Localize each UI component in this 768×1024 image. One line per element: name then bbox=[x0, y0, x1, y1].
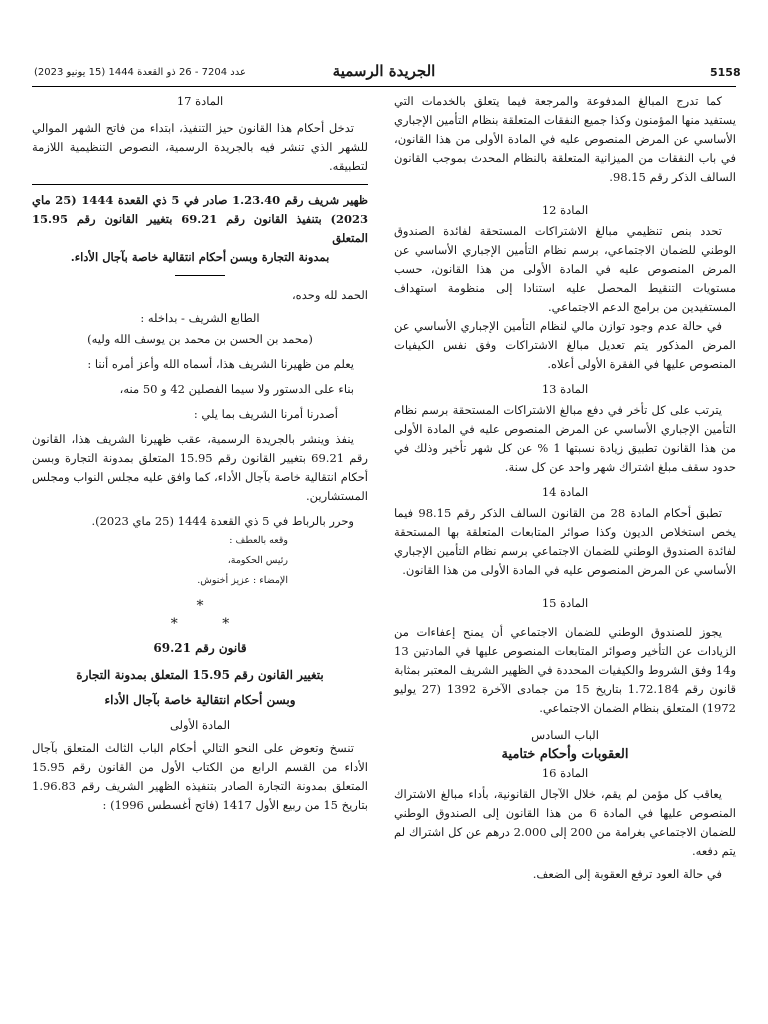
article-15-title: المادة 15 bbox=[541, 596, 589, 610]
paragraph: يعلم من ظهيرنا الشريف هذا، أسماه الله وأعز أمره أننا : bbox=[87, 357, 354, 371]
greeting: الحمد لله وحده، bbox=[291, 288, 368, 302]
section-divider bbox=[32, 184, 368, 185]
signature-block bbox=[32, 531, 368, 591]
paragraph: تحدد بنص تنظيمي مبالغ الاشتراكات المستحقة لفائدة الصندوق الوطني للضمان الاجتماعي، برسم نظام التأمين الإجباري الأساسي عن المرض المنصوص عليه في المادة الأولى من هذا القانون، حسب مستويات التنقيط المحصل عليه استنادا إلى منظومة استهداف المستفيدين من برامج الدعم الاجتماعي. bbox=[394, 224, 736, 314]
article-13-title: المادة 13 bbox=[541, 382, 589, 396]
left-column bbox=[32, 92, 368, 815]
chapter-label: الباب السادس bbox=[531, 728, 599, 742]
separator-stars: * * * bbox=[170, 598, 230, 632]
page-number: 5158 bbox=[710, 66, 741, 79]
paragraph: وحرر بالرباط في 5 ذي القعدة 1444 (25 ماي 2023). bbox=[91, 514, 354, 528]
paragraph: ينفذ وينشر بالجريدة الرسمية، عقب ظهيرنا الشريف هذا، القانون رقم 69.21 بتغيير القانون رقم 15.95 المتعلق بمدونة التجارة وبسن أحكام انتقالية خاصة بآجال الأداء، كما وافق عليه مجلس النواب ومجلس المستشارين. bbox=[32, 432, 368, 503]
paragraph: تطبق أحكام المادة 28 من القانون السالف الذكر رقم 98.15 فيما يخص استخلاص الديون وكذا صوائر المتابعات المتعلقة بها المستحقة لفائدة الصندوق الوطني للضمان الاجتماعي برسم نظام التأمين الإجباري الأساسي عن المرض المنصوص عليه في المادة الأولى من هذا القانون. bbox=[394, 506, 736, 577]
article-17-title: المادة 17 bbox=[176, 94, 224, 108]
law-number: قانون رقم 69.21 bbox=[153, 641, 247, 655]
article-12-title: المادة 12 bbox=[541, 203, 589, 217]
law-title-line1: بتغيير القانون رقم 15.95 المتعلق بمدونة التجارة bbox=[76, 668, 324, 682]
paragraph: بناء على الدستور ولا سيما الفصلين 42 و 50 منه، bbox=[119, 382, 354, 396]
signature-name: الإمضاء : عزيز أخنوش. bbox=[197, 575, 288, 586]
paragraph: يجوز للصندوق الوطني للضمان الاجتماعي أن يمنح إعفاءات من الزيادات عن التأخير وصوائر المتابعات المنصوص عليها في المادتين 13 و14 وفق الشروط والكيفيات المحددة في الظهير الشريف المعتبر بمثابة قانون رقم 1.72.184 بتاريخ 15 من جمادى الآخرة 1392 (27 يوليو 1972) المتعلق بنظام الضمان الاجتماعي. bbox=[394, 625, 736, 715]
paragraph: في حالة العود ترفع العقوبة إلى الضعف. bbox=[532, 867, 722, 881]
royal-seal-name: (محمد بن الحسن بن محمد بن يوسف الله وليه) bbox=[87, 332, 313, 346]
page-header bbox=[32, 62, 741, 87]
paragraph: تنسخ وتعوض على النحو التالي أحكام الباب الثالث المتعلق بآجال الأداء من القسم الرابع من الكتاب الأول من القانون رقم 15.95 المتعلق بمدونة التجارة الصادر بتنفيذه الظهير الشريف رقم 1.96.83 بتاريخ 15 من ربيع الأول 1417 (فاتح أغسطس 1996) : bbox=[32, 741, 368, 812]
issue-info: عدد 7204 - 26 ذو القعدة 1444 (15 يونيو 2023) bbox=[34, 67, 246, 78]
journal-title: الجريدة الرسمية bbox=[332, 62, 436, 80]
article-16-title: المادة 16 bbox=[541, 766, 589, 780]
paragraph: يعاقب كل مؤمن لم يقم، خلال الآجال القانونية، بأداء مبالغ الاشتراك المنصوص عليها في المادة 6 من هذا القانون إلى الصندوق الوطني للضمان الاجتماعي بغرامة من 200 إلى 2.000 درهم عن كل اشتراك لم يتم دفعه. bbox=[394, 787, 736, 858]
dahir-heading: ظهير شريف رقم 1.23.40 صادر في 5 ذي القعدة 1444 (25 ماي 2023) بتنفيذ القانون رقم 69.21 بتغيير القانون رقم 15.95 المتعلق bbox=[32, 193, 369, 245]
paragraph: يترتب على كل تأخر في دفع مبالغ الاشتراكات المستحقة برسم نظام التأمين الإجباري الأساسي عن المرض المنصوص عليه في المادة الأولى من هذا القانون تطبيق زيادة نسبتها 1 % عن كل شهر تأخير وذلك في حدود سقف مبلغ اشتراك شهر واحد عن كل سنة. bbox=[394, 403, 736, 474]
paragraph: أصدرنا أمرنا الشريف بما يلي : bbox=[193, 407, 338, 421]
article-14-title: المادة 14 bbox=[541, 485, 589, 499]
paragraph: تدخل أحكام هذا القانون حيز التنفيذ، ابتداء من فاتح الشهر الموالي للشهر الذي تنشر فيه بالجريدة الرسمية، النصوص التنظيمية اللازمة لتطبيقه. bbox=[32, 121, 368, 173]
signature-role: رئيس الحكومة، bbox=[227, 555, 288, 566]
paragraph: في حالة عدم وجود توازن مالي لنظام التأمين الإجباري الأساسي عن المرض المذكور يتم تعديل مبالغ الاشتراكات وفق نفس الكيفيات المنصوص عليها في الفقرة الأولى أعلاه. bbox=[394, 319, 736, 371]
signature-countersigned: وقعه بالعطف : bbox=[229, 535, 288, 546]
short-divider bbox=[175, 275, 225, 276]
right-column bbox=[394, 92, 736, 884]
dahir-heading-end: بمدونة التجارة وبسن أحكام انتقالية خاصة بآجال الأداء. bbox=[70, 250, 330, 264]
law-title-line2: وبسن أحكام انتقالية خاصة بآجال الأداء bbox=[104, 693, 296, 707]
royal-seal: الطابع الشريف - بداخله : bbox=[140, 311, 260, 325]
chapter-title: العقوبات وأحكام ختامية bbox=[501, 747, 629, 762]
article-1-title: المادة الأولى bbox=[169, 718, 231, 732]
paragraph: كما تدرج المبالغ المدفوعة والمرجعة فيما يتعلق بالخدمات التي يستفيد منها المؤمنون وكذا جميع النفقات المتعلقة بنظام التأمين الإجباري الأساسي عن المرض المنصوص عليه في المادة الأولى من هذا القانون، في باب النفقات من الميزانية المتعلقة بالنظام المحدث بموجب القانون السالف الذكر رقم 98.15. bbox=[394, 94, 736, 184]
